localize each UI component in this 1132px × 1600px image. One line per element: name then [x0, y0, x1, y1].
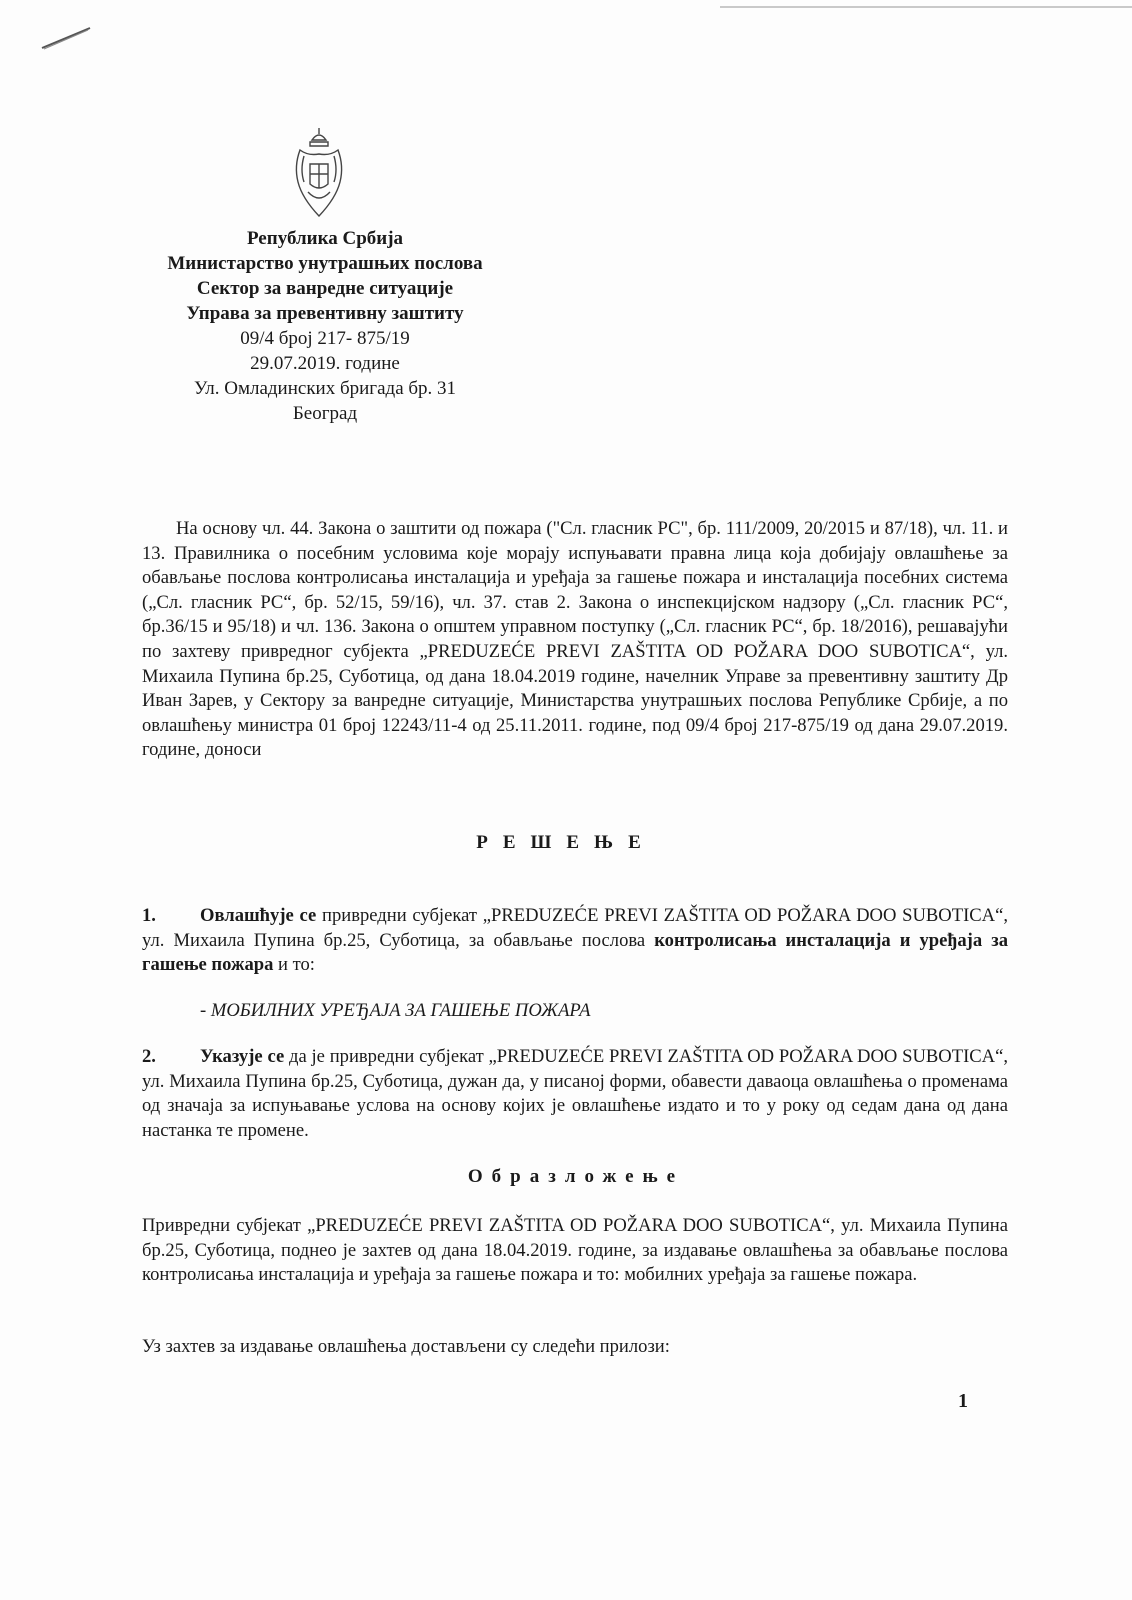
explanation-title: Образложење [467, 1166, 685, 1187]
item-number: 2. [142, 1046, 156, 1067]
item-number: 1. [142, 905, 156, 926]
header-sector: Сектор за ванредне ситуације [196, 278, 454, 299]
decision-item-2 [142, 1045, 1008, 1143]
item-text: да је привредни субјекат „PREDUZEĆE PREVI ZAŠTITA OD POŽARA DOO SUBOTICA“, ул. Михаила Пупина бр.25, Суботица, дужан да, у писаној форми, обавести даваоца овлашћења о променама од значаја за испуњавање услова на основу којих је овлашћење издато и то у року од седам дана од дана настанка те промене. [142, 1046, 1008, 1141]
page-number: 1 [958, 1390, 968, 1412]
header-department: Управа за превентивну заштиту [186, 303, 464, 324]
explanation-paragraph: Привредни субјекат „PREDUZEĆE PREVI ZAŠTITA OD POŽARA DOO SUBOTICA“, ул. Михаила Пупина бр.25, Суботица, поднео је захтев од дана 18.04.2019. године, за издавање овлашћења за обављање послова контролисања инсталација и уређаја за гашење пожара и то: мобилних уређаја за гашење пожара. [142, 1215, 1008, 1286]
item-lead: Овлашћује се [200, 905, 317, 926]
header-city: Београд [292, 403, 358, 424]
header-date: 29.07.2019. године [250, 353, 400, 374]
attachments-intro: Уз захтев за издавање овлашћења достављени су следећи прилози: [142, 1336, 670, 1357]
pen-stroke-mark [40, 24, 92, 52]
decision-title: РЕШЕЊЕ [476, 832, 656, 853]
scan-border-line [720, 6, 1132, 8]
item-text: привредни субјекат „PREDUZEĆE PREVI ZAŠTITA OD POŽARA DOO SUBOTICA“, ул. Михаила Пупина бр.25, Суботица, за обављање послова [142, 905, 1009, 951]
header-reference-number: 09/4 број 217- 875/19 [240, 328, 410, 349]
header-country: Република Србија [246, 228, 404, 249]
serbia-coat-of-arms-icon [290, 126, 348, 222]
decision-item-1 [142, 904, 1008, 978]
item-bold-text: контролисања инсталација и уређаја за гашење пожара [142, 929, 1008, 976]
document-header [120, 226, 530, 426]
mobile-devices-line: - МОБИЛНИХ УРЕЂАЈА ЗА ГАШЕЊЕ ПОЖАРА [200, 1000, 591, 1021]
item-text-end: и то: [273, 954, 315, 976]
header-street: Ул. Омладинских бригада бр. 31 [193, 378, 457, 399]
header-ministry: Министарство унутрашњих послова [167, 253, 483, 274]
intro-paragraph: На основу чл. 44. Закона о заштити од пожара ("Сл. гласник РС", бр. 111/2009, 20/2015 и 87/18), чл. 11. и 13. Правилника о посебним условима које морају испуњавати правна лица која добијају овлашћење за обављање послова контролисања инсталација и уређаја за гашење пожара и инсталација посебних система („Сл. гласник РС“, бр. 52/15, 59/16), чл. 37. став 2. Закона о инспекцијском надзору („Сл. гласник РС“, бр.36/15 и 95/18) и чл. 136. Закона о општем управном поступку („Сл. гласник РС“, бр. 18/2016), решавајући по захтеву привредног субјекта „PREDUZEĆE PREVI ZAŠTITA OD POŽARA DOO SUBOTICA“, ул. Михаила Пупина бр.25, Суботица, од дана 18.04.2019 године, начелник Управе за превентивну заштиту Др Иван Зарев, у Сектору за ванредне ситуације, Министарства унутрашњих послова Републике Србије, а по овлашћењу министра 01 број 12243/11-4 од 25.11.2011. године, под 09/4 број 217-875/19 од дана 29.07.2019. године, доноси [142, 518, 1008, 761]
item-lead: Указује се [200, 1046, 285, 1067]
